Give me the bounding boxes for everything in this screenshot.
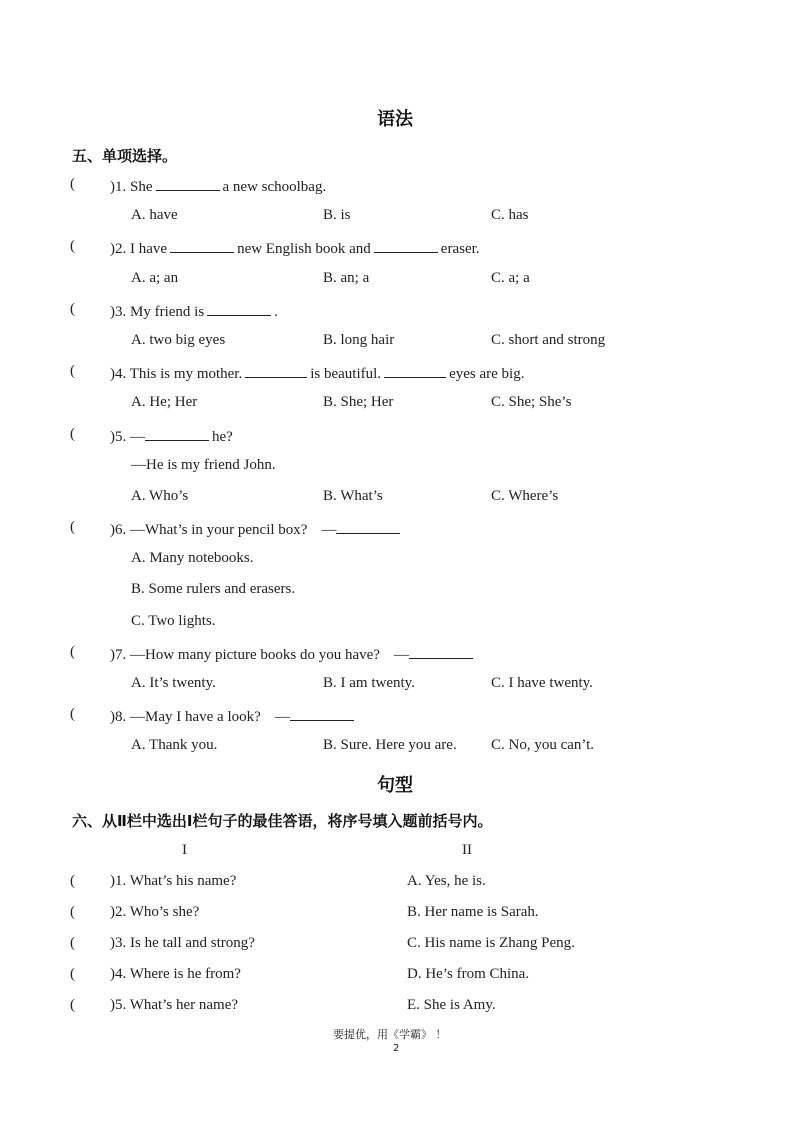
answer-blank[interactable] <box>290 706 354 721</box>
option-b: B. is <box>323 207 351 223</box>
option-a: A. Many notebooks. <box>131 550 254 566</box>
column-header-i: I <box>182 842 187 858</box>
option-c: C. No, you can’t. <box>491 737 595 753</box>
answer-blank[interactable] <box>207 301 271 316</box>
match-answer: C. His name is Zhang Peng. <box>407 935 575 951</box>
footer-slogan: 要提优，用《学霸》 ！ <box>333 1028 447 1041</box>
option-c: C. Where’s <box>491 488 559 504</box>
option-b: B. She; Her <box>323 394 394 410</box>
answer-blank[interactable] <box>156 176 220 191</box>
option-c: C. I have twenty. <box>491 675 593 691</box>
match-answer: E. She is Amy. <box>407 997 496 1013</box>
question-text: )7. —How many picture books do you have? — <box>110 644 476 664</box>
page-title-sentence-patterns: 句型 <box>377 775 413 796</box>
option-b: B. I am twenty. <box>323 675 415 691</box>
question-text: )4. This is my mother. is beautiful. eyes are big. <box>110 363 524 383</box>
answer-bracket-open: ( <box>70 176 75 192</box>
answer-blank[interactable] <box>336 519 400 534</box>
answer-blank[interactable] <box>384 363 446 378</box>
answer-bracket-open: ( <box>70 966 75 982</box>
answer-bracket-open: ( <box>70 997 75 1013</box>
column-header-ii: II <box>462 842 472 858</box>
question-text: )8. —May I have a look? — <box>110 706 357 726</box>
option-b: B. What’s <box>323 488 383 504</box>
option-c: C. short and strong <box>491 332 606 348</box>
match-answer: B. Her name is Sarah. <box>407 904 539 920</box>
answer-bracket-open: ( <box>70 238 75 254</box>
option-a: A. He; Her <box>131 394 198 410</box>
question-text: )2. I have new English book and eraser. <box>110 238 480 258</box>
answer-bracket-open: ( <box>70 644 75 660</box>
section-heading-matching: 六、从Ⅱ栏中选出Ⅰ栏句子的最佳答语，将序号填入题前括号内。 <box>72 812 493 830</box>
option-a: A. It’s twenty. <box>131 675 216 691</box>
answer-bracket-open: ( <box>70 519 75 535</box>
option-b: B. an; a <box>323 270 370 286</box>
match-answer: D. He’s from China. <box>407 966 530 982</box>
answer-bracket-open: ( <box>70 301 75 317</box>
option-a: A. two big eyes <box>131 332 226 348</box>
answer-blank[interactable] <box>245 363 307 378</box>
question-text: )3. My friend is . <box>110 301 278 321</box>
option-b: B. Sure. Here you are. <box>323 737 457 753</box>
page-title-grammar: 语法 <box>377 109 413 130</box>
question-text: )5. — he? <box>110 426 233 446</box>
page-number: 2 <box>393 1043 400 1054</box>
match-question: )2. Who’s she? <box>110 904 200 920</box>
option-b: B. long hair <box>323 332 395 348</box>
answer-bracket-open: ( <box>70 904 75 920</box>
answer-bracket-open: ( <box>70 873 75 889</box>
option-b: B. Some rulers and erasers. <box>131 581 296 597</box>
answer-bracket-open: ( <box>70 935 75 951</box>
answer-bracket-open: ( <box>70 426 75 442</box>
match-question: )4. Where is he from? <box>110 966 241 982</box>
option-c: C. Two lights. <box>131 613 216 629</box>
option-a: A. have <box>131 207 178 223</box>
answer-bracket-open: ( <box>70 363 75 379</box>
answer-blank[interactable] <box>409 644 473 659</box>
option-a: A. Who’s <box>131 488 189 504</box>
option-a: A. a; an <box>131 270 179 286</box>
answer-blank[interactable] <box>170 238 234 253</box>
match-question: )5. What’s her name? <box>110 997 239 1013</box>
answer-blank[interactable] <box>145 426 209 441</box>
question-text: )1. She a new schoolbag. <box>110 176 326 196</box>
option-c: C. has <box>491 207 529 223</box>
match-answer: A. Yes, he is. <box>407 873 486 889</box>
answer-bracket-open: ( <box>70 706 75 722</box>
match-question: )1. What’s his name? <box>110 873 237 889</box>
option-a: A. Thank you. <box>131 737 218 753</box>
section-heading-single-choice: 五、单项选择。 <box>72 147 178 165</box>
question-answer-line: —He is my friend John. <box>131 457 276 473</box>
match-question: )3. Is he tall and strong? <box>110 935 255 951</box>
option-c: C. She; She’s <box>491 394 572 410</box>
option-c: C. a; a <box>491 270 530 286</box>
question-text: )6. —What’s in your pencil box? — <box>110 519 403 539</box>
answer-blank[interactable] <box>374 238 438 253</box>
